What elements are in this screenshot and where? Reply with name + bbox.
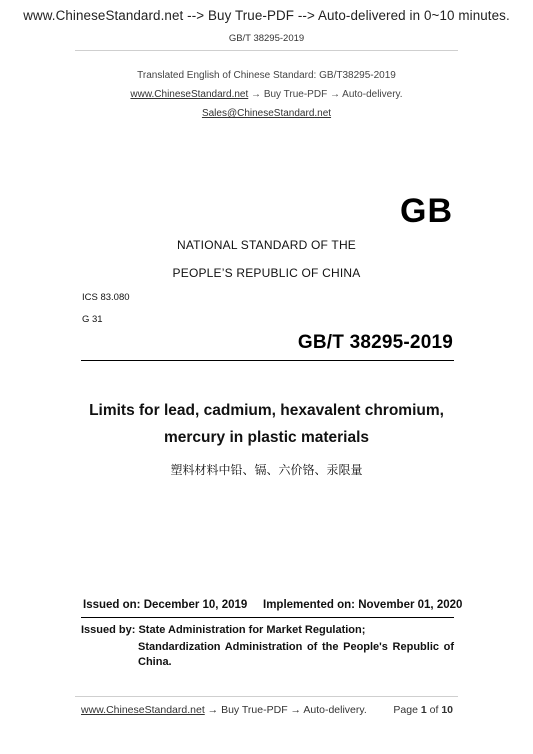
g-code: G 31 <box>82 314 103 325</box>
website-link[interactable]: www.ChineseStandard.net <box>130 89 249 100</box>
issuer-line3: China. <box>138 656 172 668</box>
standard-number: GB/T 38295-2019 <box>297 332 453 353</box>
title-line2: mercury in plastic materials <box>163 429 370 446</box>
sales-email-link[interactable]: Sales@ChineseStandard.net <box>201 108 332 119</box>
dates-rule <box>81 617 454 618</box>
page-indicator <box>393 704 453 716</box>
issuer-line2: Standardization Administration of the People's Republic of <box>138 641 454 653</box>
chinese-title: 塑料材料中铅、镉、六价铬、汞限量 <box>170 463 363 477</box>
translation-note: Translated English of Chinese Standard: GB/T38295-2019 <box>137 70 396 81</box>
translation-link-line <box>0 89 533 100</box>
footer-website-link[interactable]: www.ChineseStandard.net <box>81 704 205 716</box>
buy-text: → Buy True-PDF → Auto-delivery. <box>248 89 403 100</box>
implemented-on-date: Implemented on: November 01, 2020 <box>263 599 463 611</box>
title-rule <box>81 360 454 361</box>
footer-divider <box>75 696 458 697</box>
page-of: of <box>429 704 439 716</box>
page-label: Page <box>393 704 418 716</box>
header-divider <box>75 50 458 51</box>
issued-on-date: Issued on: December 10, 2019 <box>83 599 248 611</box>
ics-code: ICS 83.080 <box>82 292 130 303</box>
national-standard-line1: NATIONAL STANDARD OF THE <box>176 238 357 252</box>
title-line1: Limits for lead, cadmium, hexavalent chromium, <box>89 402 444 419</box>
footer-buy-text: → Buy True-PDF → Auto-delivery. <box>204 704 367 716</box>
footer-link-line <box>81 704 367 716</box>
header-standard-code: GB/T 38295-2019 <box>228 33 305 44</box>
issued-by: Issued by: State Administration for Market Regulation; <box>81 624 366 636</box>
top-banner: www.ChineseStandard.net --> Buy True-PDF --> Auto-delivered in 0~10 minutes. <box>23 8 510 23</box>
page-number: 1 <box>420 704 427 716</box>
gb-logo: GB <box>400 192 453 230</box>
page-total: 10 <box>441 704 453 716</box>
national-standard-line2: PEOPLE’S REPUBLIC OF CHINA <box>172 266 361 280</box>
sales-email-line <box>0 108 533 119</box>
